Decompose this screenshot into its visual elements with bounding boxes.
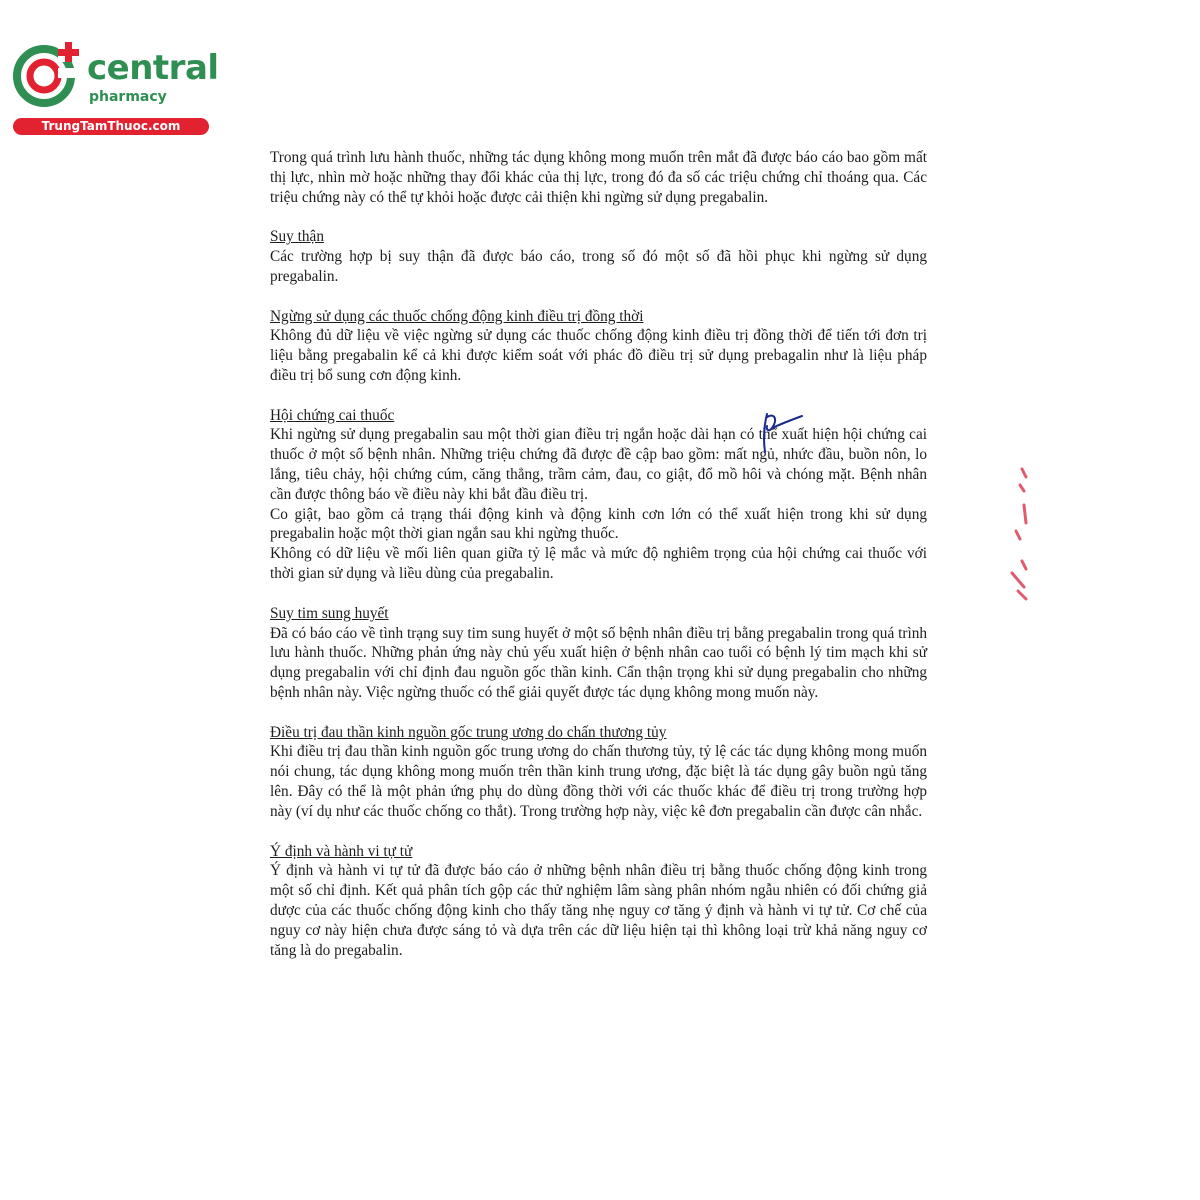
section-paragraph: Ý định và hành vi tự tử đã được báo cáo ở những bệnh nhân điều trị bằng thuốc chống động kinh trong một số chỉ định. Kết quả phân tích gộp các thử nghiệm lâm sàng phân nhóm ngẫu nhiên có đối chứng giả dược của các thuốc chống động kinh cho thấy tăng nhẹ nguy cơ tăng ý định và hành vi tự tử. Cơ chế của nguy cơ này hiện chưa được sáng tỏ và dựa trên các dữ liệu hiện tại thì không loại trừ khả năng nguy cơ tăng là do pregabalin.	[270, 862, 927, 959]
section-heading: Ngừng sử dụng các thuốc chống động kinh điều trị đồng thời	[270, 307, 644, 325]
section-heading: Hội chứng cai thuốc	[270, 406, 395, 424]
section-heading: Suy thận	[270, 228, 324, 246]
section-y-dinh-tu-tu	[270, 842, 927, 961]
brand-name: central	[87, 48, 219, 88]
brand-website-badge[interactable]: TrungTamThuoc.com	[13, 118, 209, 135]
stamp-mark	[1006, 465, 1030, 605]
section-heading: Ý định và hành vi tự tử	[270, 842, 413, 860]
section-hoi-chung-cai-thuoc	[270, 406, 927, 584]
document-body	[270, 148, 927, 960]
section-ngung-su-dung	[270, 307, 927, 386]
section-paragraph: Khi ngừng sử dụng pregabalin sau một thời gian điều trị ngắn hoặc dài hạn có thể xuất hiện hội chứng cai thuốc ở một số bệnh nhân. Những triệu chứng đã được đề cập bao gồm: mất ngủ, nhức đầu, buồn nôn, lo lắng, tiêu chảy, hội chứng cúm, căng thẳng, trầm cảm, đau, co giật, đổ mồ hôi và chóng mặt. Bệnh nhân cần được thông báo về điều này khi bắt đầu điều trị.	[270, 426, 927, 503]
section-suy-than	[270, 227, 927, 286]
section-suy-tim-sung-huyet	[270, 604, 927, 703]
section-heading: Điều trị đau thần kinh nguồn gốc trung ương do chấn thương tủy	[270, 723, 667, 741]
signature-mark	[755, 408, 805, 456]
brand-subname: pharmacy	[89, 89, 167, 105]
section-paragraph: Các trường hợp bị suy thận đã được báo cáo, trong số đó một số đã hồi phục khi ngừng sử dụng pregabalin.	[270, 248, 927, 285]
section-dau-than-kinh-trung-uong	[270, 723, 927, 822]
section-paragraph: Co giật, bao gồm cả trạng thái động kinh và động kinh cơn lớn có thể xuất hiện trong khi sử dụng pregabalin hoặc một thời gian ngắn sau khi ngừng thuốc.	[270, 505, 927, 543]
section-paragraph: Không có dữ liệu về mối liên quan giữa tỷ lệ mắc và mức độ nghiêm trọng của hội chứng cai thuốc với thời gian sử dụng và liều dùng của pregabalin.	[270, 545, 927, 583]
central-pharmacy-emblem-icon	[10, 38, 82, 110]
intro-section	[270, 148, 927, 207]
intro-paragraph: Trong quá trình lưu hành thuốc, những tác dụng không mong muốn trên mắt đã được báo cáo bao gồm mất thị lực, nhìn mờ hoặc những thay đổi khác của thị lực, trong đó đa số các triệu chứng chỉ thoáng qua. Các triệu chứng này có thể tự khỏi hoặc được cải thiện khi ngừng sử dụng pregabalin.	[270, 149, 927, 206]
section-paragraph: Không đủ dữ liệu về việc ngừng sử dụng các thuốc chống động kinh điều trị đồng thời để tiến tới đơn trị liệu bằng pregabalin kể cả khi được kiểm soát với phác đồ điều trị sử dụng prebagalin như là liệu pháp điều trị bổ sung cơn động kinh.	[270, 327, 927, 384]
section-paragraph: Đã có báo cáo về tình trạng suy tim sung huyết ở một số bệnh nhân điều trị bằng pregabalin trong quá trình lưu hành thuốc. Những phản ứng này chủ yếu xuất hiện ở bệnh nhân cao tuổi có bệnh lý tim mạch khi sử dụng pregabalin với chỉ định đau nguồn gốc thần kinh. Cẩn thận trọng khi sử dụng pregabalin cho những bệnh nhân này. Việc ngừng thuốc có thể giải quyết được tác dụng không mong muốn này.	[270, 624, 927, 701]
section-heading: Suy tim sung huyết	[270, 604, 389, 622]
section-paragraph: Khi điều trị đau thần kinh nguồn gốc trung ương do chấn thương tủy, tỷ lệ các tác dụng không mong muốn nói chung, tác dụng không mong muốn trên thần kinh trung ương, đặc biệt là tác dụng gây buồn ngủ tăng lên. Đây có thể là một phản ứng phụ do dùng đồng thời với các thuốc khác để điều trị trong trường hợp này (ví dụ như các thuốc chống co thắt). Trong trường hợp này, việc kê đơn pregabalin cần được cân nhắc.	[270, 743, 927, 820]
